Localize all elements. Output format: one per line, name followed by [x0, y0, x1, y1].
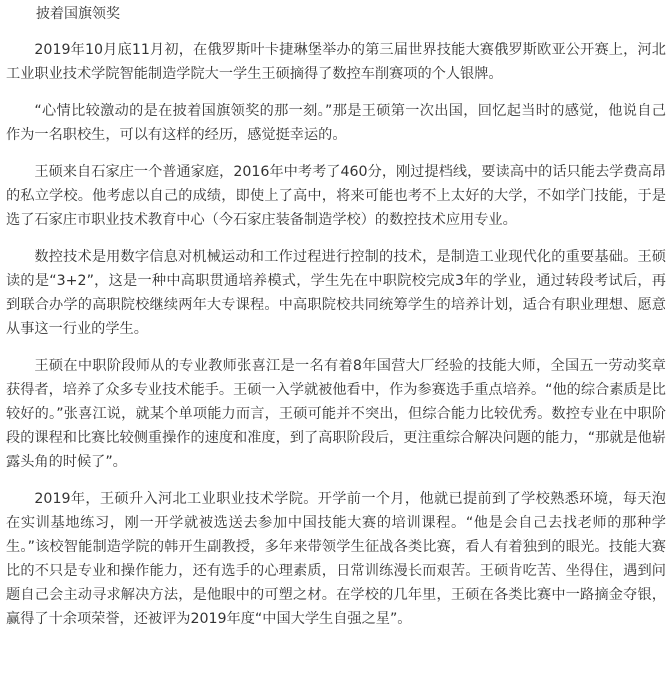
article-heading: 披着国旗领奖	[36, 6, 120, 22]
paragraph-3: 王硕来自石家庄一个普通家庭，2016年中考考了460分，刚过提档线，要读高中的话只能去学费高昂的私立学校。他考虑以自己的成绩，即使上了高中，将来可能也考不上太好的大学，不如学门技能，于是选了石家庄市职业技术教育中心（今石家庄装备制造学校）的数控技术应用专业。	[6, 164, 666, 228]
paragraph-5: 王硕在中职阶段师从的专业教师张喜江是一名有着8年国营大厂经验的技能大师，全国五一劳动奖章获得者，培养了众多专业技术能手。王硕一入学就被他看中，作为参赛选手重点培养。“他的综合素质是比较好的。”张喜江说，就某个单项能力而言，王硕可能并不突出，但综合能力比较优秀。数控专业在中职阶段的课程和比赛比较侧重操作的速度和准度，到了高职阶段后，更注重综合解决问题的能力，“那就是他崭露头角的时候了”。	[6, 358, 666, 470]
paragraph-1: 2019年10月底11月初，在俄罗斯叶卡捷琳堡举办的第三届世界技能大赛俄罗斯欧亚公开赛上，河北工业职业技术学院智能制造学院大一学生王硕摘得了数控车削赛项的个人银牌。	[6, 42, 666, 82]
paragraph-6: 2019年，王硕升入河北工业职业技术学院。开学前一个月，他就已提前到了学校熟悉环境，每天泡在实训基地练习，刚一开学就被选送去参加中国技能大赛的培训课程。“他是会自己去找老师的那种学生。”该校智能制造学院的韩开生副教授，多年来带领学生征战各类比赛，看人有着独到的眼光。技能大赛比的不只是专业和操作能力，还有选手的心理素质，日常训练漫长而艰苦。王硕肯吃苦、坐得住，遇到问题自己会主动寻求解决方法，是他眼中的可塑之材。在学校的几年里，王硕在各类比赛中一路摘金夺银，赢得了十余项荣誉，还被评为2019年度“中国大学生自强之星”。	[6, 491, 666, 627]
paragraph-2: “心情比较激动的是在披着国旗领奖的那一刻。”那是王硕第一次出国，回忆起当时的感觉，他说自己作为一名职校生，可以有这样的经历，感觉挺幸运的。	[6, 103, 666, 143]
paragraph-4: 数控技术是用数字信息对机械运动和工作过程进行控制的技术，是制造工业现代化的重要基础。王硕读的是“3+2”，这是一种中高职贯通培养模式，学生先在中职院校完成3年的学业，通过转段考试后，再到联合办学的高职院校继续两年大专课程。中高职院校共同统筹学生的培养计划，适合有职业理想、愿意从事这一行业的学生。	[6, 249, 666, 337]
